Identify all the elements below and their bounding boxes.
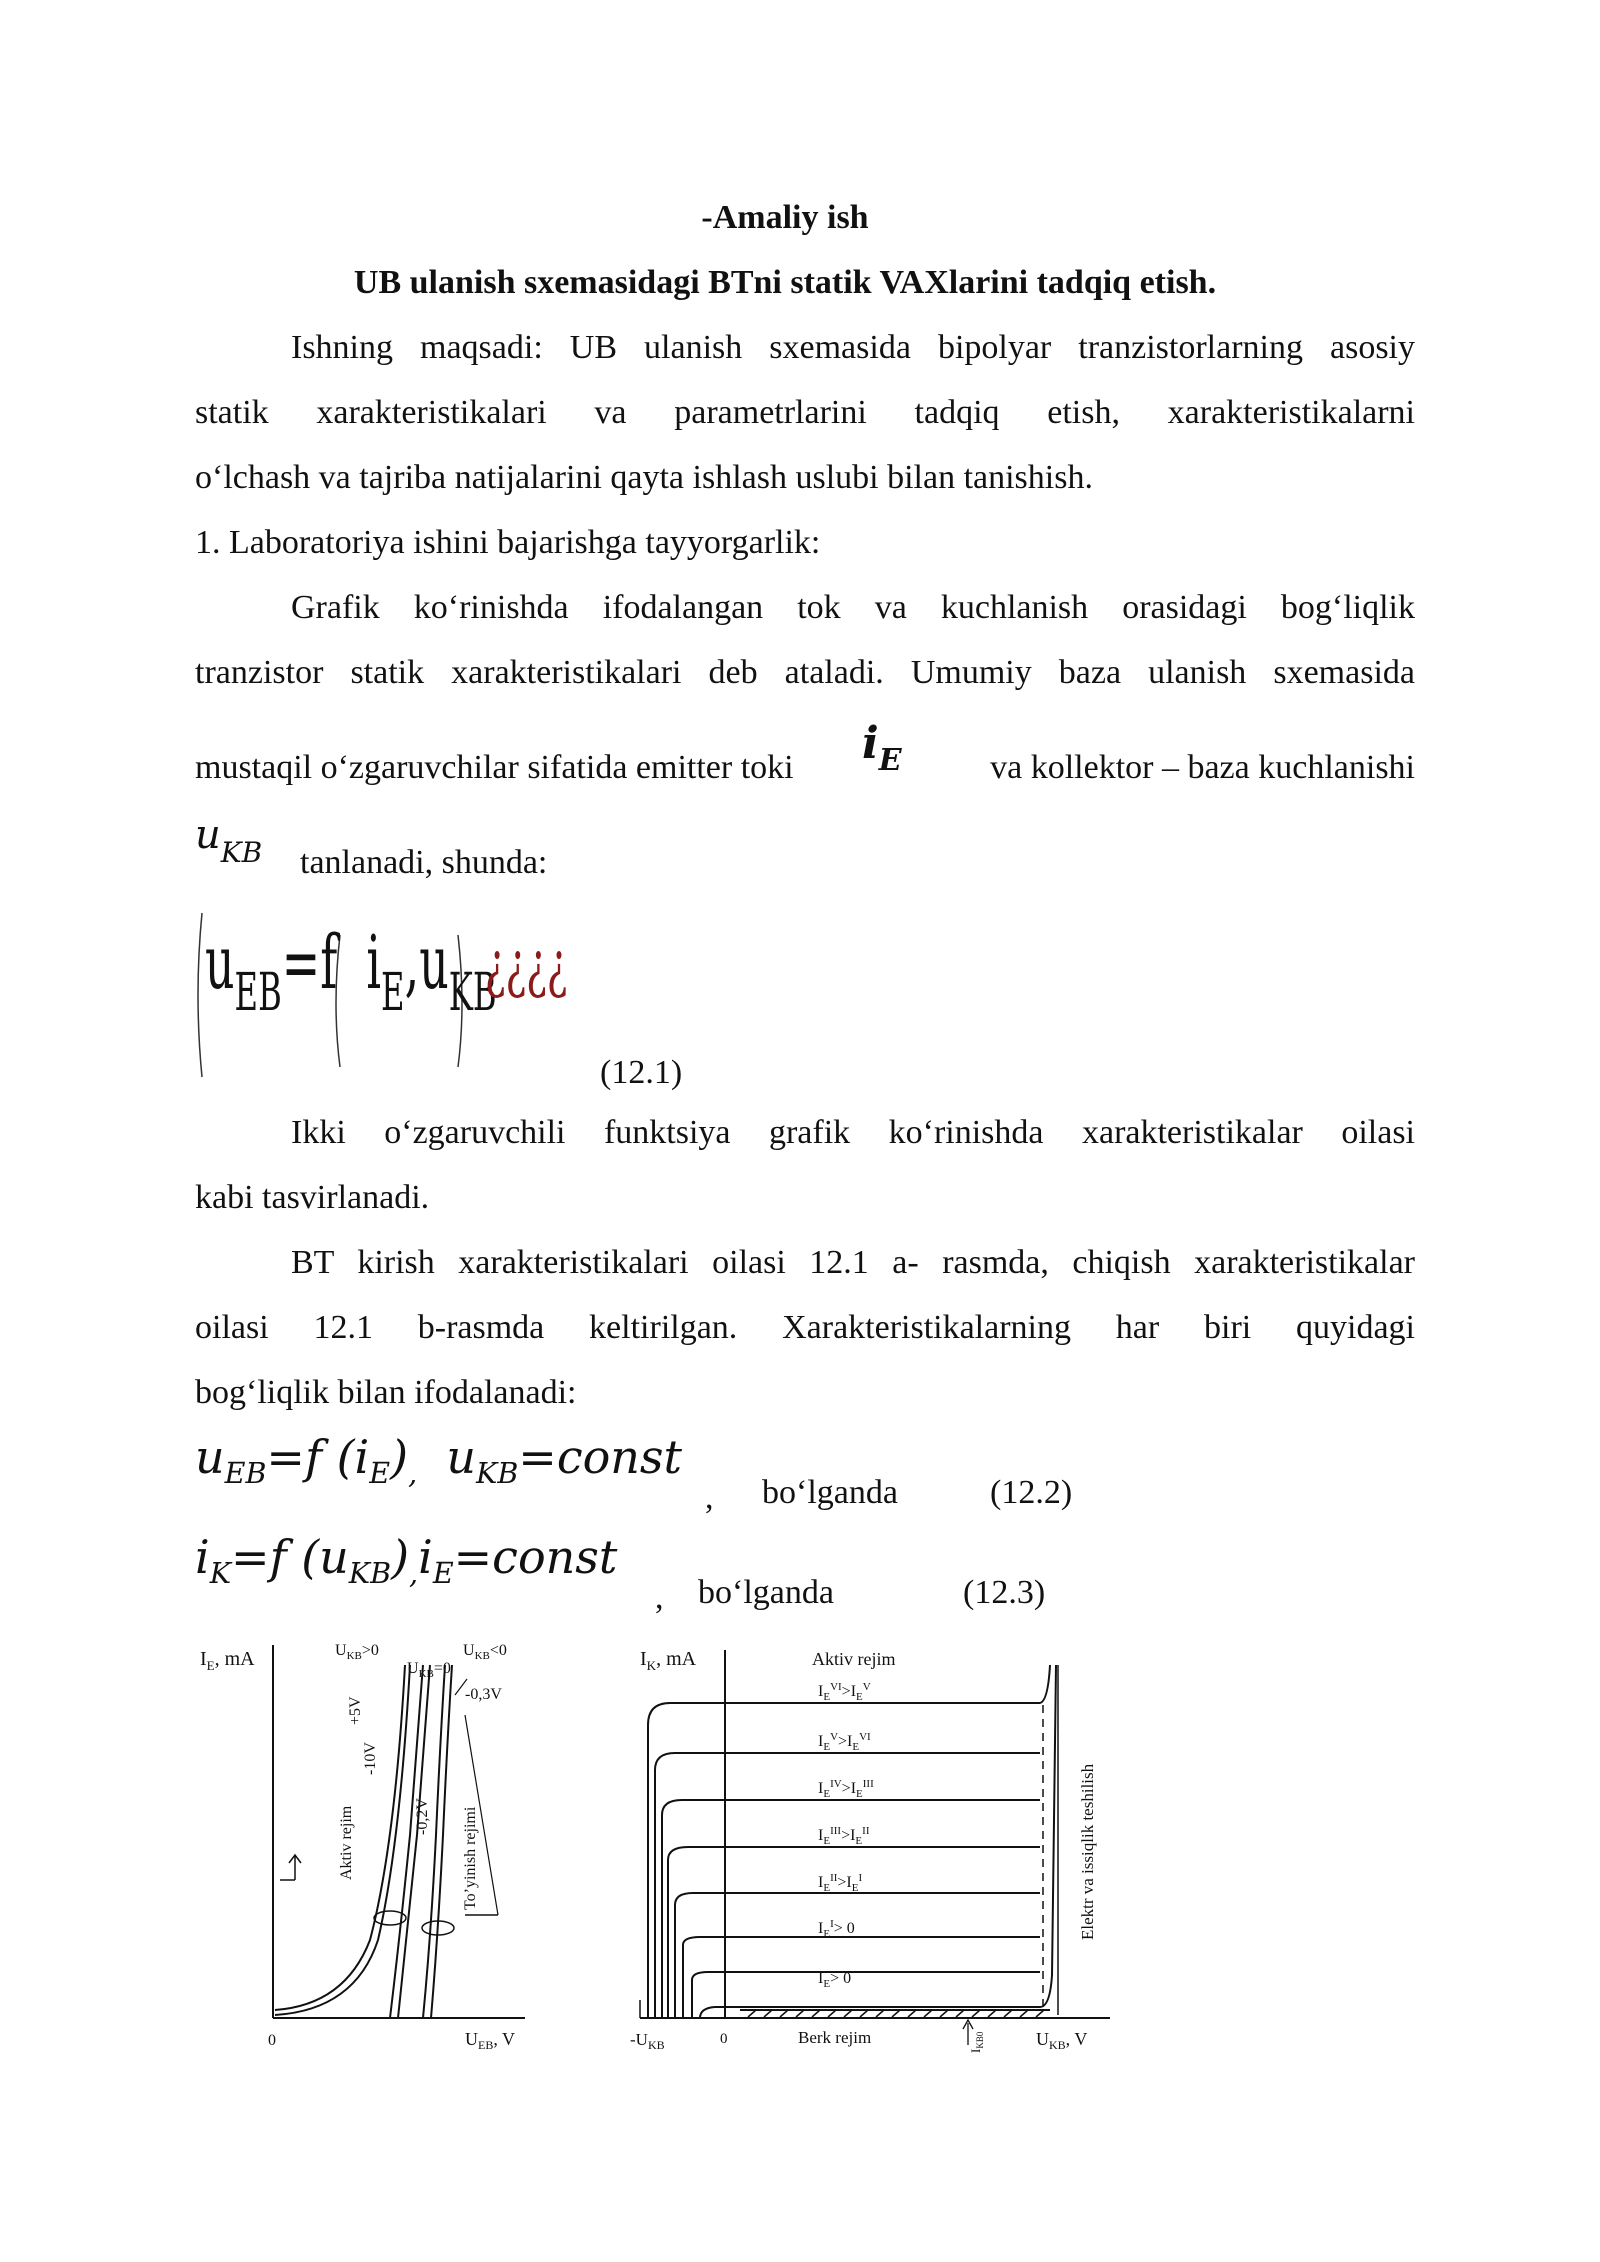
equation-12-1-number: (12.1) [600,1054,683,1091]
document-title: -Amaliy ish [701,199,869,236]
equation-12-3-condition: bo‘lganda [698,1574,834,1611]
x-axis-label: $U_{KB}$, V [1036,2029,1088,2052]
figure-12-1-a-input-characteristics [195,1635,555,2060]
berk-rejim-hatch [740,2010,1050,2017]
origin-label: 0 [268,2032,276,2049]
inline-math-ie: $i_E$ [862,718,902,778]
purpose-line-1: Ishning maqsadi: UB ulanish sxemasida bipolyar tranzistorlarning asosiy [291,329,1415,366]
label-minus-0-3v: -0,3V [465,1686,502,1703]
y-axis-label: $I_K$, mA [640,1648,697,1673]
equation-12-2: $u_{EB}=f$ $(i_E)_,$ $u_{KB}=const$ [195,1430,683,1490]
label-minus-10v: -10V [362,1742,379,1775]
text-after-ie: va kollektor – baza kuchlanishi [990,749,1415,786]
label-ukb-positive: $U_{KB}>0$ [335,1642,379,1662]
label-berk-rejim: Berk rejim [798,2028,872,2047]
equation-12-2-comma: , [705,1479,714,1516]
text-before-ie: mustaqil o‘zgaruvchilar sifatida emitter toki [195,749,794,786]
paragraph-4-line-1: BT kirish xarakteristikalari oilasi 12.1 a- rasmda, chiqish xarakteristikalar [291,1244,1415,1281]
equation-12-2-condition: bo‘lganda [762,1474,898,1511]
equation-12-3-number: (12.3) [963,1574,1046,1611]
level-label-2: $I_E^{IV}>I_E^{III}$ [818,1778,874,1800]
label-ukb-zero: $U_{KB}=0$ [407,1660,451,1680]
x-axis-label: $U_{EB}$, V [465,2029,516,2052]
label-breakdown: Elektr va issiqlik teshilish [1078,1763,1097,1940]
level-label-6: $I_E> 0$ [818,1970,852,1990]
section-heading-1: 1. Laboratoriya ishini bajarishga tayyorgarlik: [195,524,821,561]
curve-ukb-zero-2 [398,1665,430,2018]
neg-axis-label: $-U_{KB}$ [630,2030,665,2052]
equation-12-1-garbage-glyphs: ¿¿¿¿ [485,928,568,1001]
equation-12-2-number: (12.2) [990,1474,1073,1511]
label-aktiv-rejim: Aktiv rejim [812,1649,896,1669]
level-label-1: $I_E^V>I_E^{VI}$ [818,1731,871,1753]
y-axis-label: $I_E$, mA [200,1648,255,1673]
label-minus-0-2v: -0,2V [414,1798,431,1835]
purpose-line-2: statik xarakteristikalari va parametrlarini tadqiq etish, xarakteristikalarni [195,394,1415,431]
paragraph-4-line-3: bog‘liqlik bilan ifodalanadi: [195,1374,577,1411]
paragraph-2-line-2: tranzistor statik xarakteristikalari deb ataladi. Umumiy baza ulanish sxemasida [195,654,1415,691]
inline-math-ukb: $u_{KB}$ [195,812,263,869]
level-label-3: $I_E^{III}>I_E^{II}$ [818,1825,870,1847]
label-aktiv-rejim: Aktiv rejim [338,1805,355,1880]
paragraph-4-line-2: oilasi 12.1 b-rasmda keltirilgan. Xarakteristikalarning har biri quyidagi [195,1309,1415,1346]
equation-12-3-comma: , [655,1579,664,1616]
figure-12-1-b-output-characteristics [620,1635,1120,2060]
direction-arrow-icon [280,1855,301,1880]
label-ikb0: $I_{KB0}$ [968,2031,985,2053]
label-toyinish-rejimi: To’yinish rejimi [462,1806,479,1910]
origin-label: 0 [720,2031,728,2047]
breakdown-curves [1040,1665,1058,2015]
level-label-0: $I_E^{VI}>I_E^V$ [818,1681,871,1703]
ikb0-arrow-icon [963,2020,973,2045]
level-label-5: $I_E^I> 0$ [818,1918,855,1940]
label-ukb-negative: $U_{KB}<0$ [463,1642,507,1662]
label-plus-5v: +5V [347,1696,364,1725]
level-label-4: $I_E^{II}>I_E^I$ [818,1872,863,1894]
document-subtitle: UB ulanish sxemasidagi BTni statik VAXlarini tadqiq etish. [353,264,1217,301]
equation-12-3: $i_K=f$ $(u_{KB})_,i_E=const$ [195,1530,618,1590]
equation-12-1: $u_{EB}=f$ $i_E,u_{KB}$ [205,920,497,1023]
paragraph-2-line-4: tanlanadi, shunda: [300,844,548,881]
paragraph-3-line-2: kabi tasvirlanadi. [195,1179,430,1216]
paragraph-3-line-1: Ikki o‘zgaruvchili funktsiya grafik ko‘rinishda xarakteristikalar oilasi [291,1114,1415,1151]
purpose-line-3: o‘lchash va tajriba natijalarini qayta ishlash uslubi bilan tanishish. [195,459,1093,496]
paragraph-2-line-1: Grafik ko‘rinishda ifodalangan tok va kuchlanish orasidagi bog‘liqlik [291,589,1415,626]
